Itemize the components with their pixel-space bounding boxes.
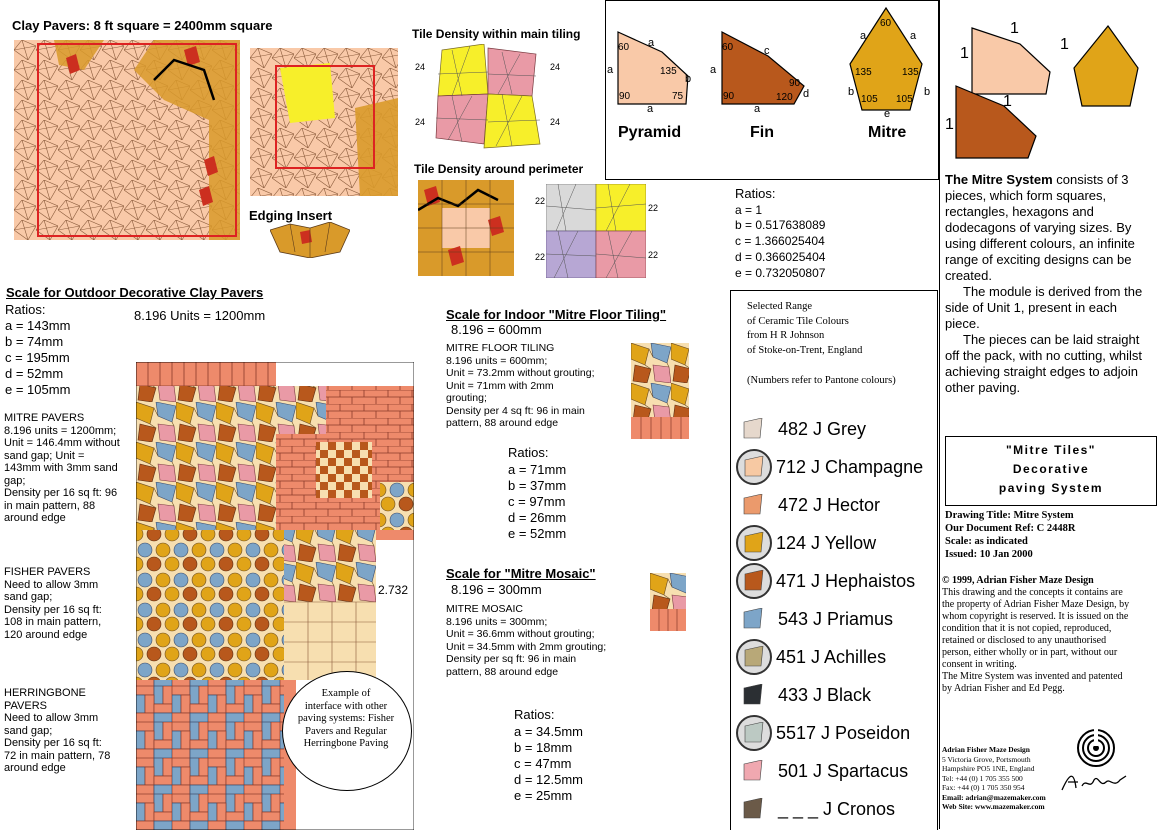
edging-insert-shape: [270, 222, 350, 258]
colour-swatch-item: [734, 714, 910, 752]
unit-label: 1: [945, 116, 954, 133]
colour-list: [734, 410, 936, 828]
outdoor-ratio: a = 143mm: [5, 318, 71, 333]
maze-logo-icon: [1076, 728, 1116, 768]
fin-label: a: [710, 64, 717, 76]
colour-swatch: [742, 798, 764, 820]
drawing-title: Drawing Title: Mitre System: [945, 510, 1074, 521]
swatch-holder: [734, 413, 772, 445]
colour-swatch: [742, 760, 764, 782]
colour-label: 501 J Spartacus: [778, 760, 909, 781]
right-shapes-illustration: [942, 14, 1156, 164]
pyramid-label: 90: [619, 91, 631, 102]
edging-insert-label: Edging Insert: [249, 208, 333, 223]
outdoor-scale-units: 8.196 Units = 1200mm: [134, 308, 266, 323]
fin-name: Fin: [750, 124, 774, 141]
telephone: Tel: +44 (0) 1 705 355 500: [942, 773, 1023, 783]
swatch-holder: [734, 755, 772, 787]
clay-pavers-small-plan: [250, 48, 398, 196]
system-description: [945, 172, 1153, 396]
pyramid-label: 75: [672, 91, 684, 102]
fin-label: 60: [722, 42, 734, 53]
mitre-label: 135: [855, 67, 872, 78]
invented-text: The Mitre System was invented and patented by Adrian Fisher and Ed Pegg.: [942, 671, 1123, 694]
outdoor-ratio: c = 195mm: [5, 350, 70, 365]
colour-swatch: [743, 722, 765, 744]
swatch-holder: [734, 679, 772, 711]
outdoor-ratios-title: Ratios:: [5, 302, 46, 317]
swatch-holder: [736, 525, 772, 561]
fin-label: a: [754, 103, 761, 115]
address-line: Hampshire PO5 1NE, England: [942, 764, 1035, 773]
density-count: 24: [550, 117, 561, 127]
colour-swatch-item: [734, 638, 886, 676]
ratio-line: c = 1.366025404: [735, 234, 825, 248]
colour-swatch-item: [734, 524, 876, 562]
colour-swatch-item: [734, 790, 895, 828]
density-count: 22: [648, 250, 659, 260]
colour-swatch: [742, 418, 764, 440]
dimension-label: 2.732: [378, 583, 409, 597]
pyramid-label: a: [607, 64, 614, 76]
pyramid-label: b: [685, 73, 692, 85]
unit-label: 1: [1010, 20, 1019, 37]
mosaic-ratios-title: Ratios:: [514, 707, 555, 722]
indoor-ratios-title: Ratios:: [508, 445, 549, 460]
colour-swatch: [743, 532, 765, 554]
mosaic-ratio: a = 34.5mm: [514, 724, 584, 739]
pyramid-label: 60: [618, 42, 630, 53]
document-info: [945, 509, 1075, 561]
colour-label: 712 J Champagne: [776, 456, 924, 477]
fax: Fax: +44 (0) 1 705 350 954: [942, 783, 1025, 792]
colours-note: (Numbers refer to Pantone colours): [747, 375, 896, 386]
colour-label: 433 J Black: [778, 684, 872, 705]
mosaic-title: Scale for "Mitre Mosaic": [446, 566, 596, 581]
laid-text: The pieces can be laid straight off the pack, with no cutting, whilst achieving straight edges to adjoin other paving.: [945, 332, 1143, 395]
swatch-holder: [736, 449, 772, 485]
fin-label: 90: [723, 91, 735, 102]
density-perimeter-clay: [418, 180, 514, 276]
mitre-label: 135: [902, 67, 919, 78]
colour-swatch: [743, 570, 765, 592]
copyright-head: © 1999, Adrian Fisher Maze Design: [942, 575, 1094, 586]
colour-label: 451 J Achilles: [776, 646, 887, 667]
ratio-line: e = 0.732050807: [735, 266, 826, 280]
mitre-label: 60: [880, 18, 892, 29]
colour-label: 543 J Priamus: [778, 608, 894, 629]
colour-label: 5517 J Poseidon: [776, 722, 911, 743]
density-count: 22: [535, 196, 546, 206]
ratio-line: a = 1: [735, 203, 763, 217]
ratio-line: b = 0.517638089: [735, 218, 826, 232]
copyright-body: This drawing and the concepts it contains are the property of Adrian Fisher Maze Design, by whom copyright is reserved. It is issued on the condition that it is not copied, reproduced, retained or disclosed to any unauthorised person, either wholly or in part, without our consent in writing.: [942, 587, 1130, 670]
address-block: [942, 745, 1046, 812]
indoor-details: MITRE FLOOR TILING 8.196 units = 600mm; Unit = 73.2mm without grouting; Unit = 71mm with 2mm grouting; Density per 4 sq ft: 96 in main pattern, 88 around edge: [446, 342, 595, 429]
colour-swatch-item: [734, 562, 915, 600]
swatch-holder: [734, 793, 772, 825]
indoor-ratio: d = 26mm: [508, 510, 567, 525]
density-count: 24: [415, 62, 426, 72]
pyramid-label: a: [647, 103, 654, 115]
colour-label: 482 J Grey: [778, 418, 867, 439]
mitre-label: e: [884, 108, 891, 120]
mitre-name: Mitre: [868, 124, 907, 141]
signature: [1060, 770, 1130, 794]
indoor-ratio: c = 97mm: [508, 494, 566, 509]
fisher-pavers-text: FISHER PAVERS Need to allow 3mm sand gap; Density per 16 sq ft: 108 in main pattern, 120 around edge: [4, 566, 102, 641]
mosaic-ratio: e = 25mm: [514, 788, 573, 803]
outdoor-ratio: d = 52mm: [5, 366, 64, 381]
module-text: The module is derived from the side of Unit 1, present in each piece.: [945, 284, 1143, 331]
colour-swatch-item: [734, 676, 871, 714]
mitre-label: a: [860, 30, 867, 42]
fin-label: 120: [776, 92, 793, 103]
indoor-ratio: b = 37mm: [508, 478, 567, 493]
ratio-line: d = 0.366025404: [735, 250, 826, 264]
mitre-pavers-text: MITRE PAVERS 8.196 units = 1200mm; Unit = 146.4mm without sand gap; Unit = 143mm with 3mm sand gap; Density per 16 sq ft: 96 in main pattern, 88 around edge: [4, 412, 120, 524]
swatch-holder: [736, 715, 772, 751]
mosaic-details: MITRE MOSAIC 8.196 units = 300mm; Unit = 36.6mm without grouting; Unit = 34.5mm with 2mm grouting; Density per sq ft: 96 in main pattern, 88 around edge: [446, 603, 607, 678]
fin-label: c: [764, 45, 770, 57]
mosaic-ratio: d = 12.5mm: [514, 772, 584, 787]
colour-swatch-item: [734, 410, 866, 448]
density-count: 22: [535, 252, 546, 262]
colour-swatch-item: [734, 448, 923, 486]
description-bold: The Mitre System: [945, 172, 1053, 187]
herringbone-text: HERRINGBONE PAVERS Need to allow 3mm sand gap; Density per 16 sq ft: 72 in main pattern, 78 around edge: [4, 687, 111, 774]
mitre-label: 105: [896, 94, 913, 105]
pyramid-label: 135: [660, 66, 677, 77]
unit-label: 1: [960, 45, 969, 62]
density-perimeter-title: Tile Density around perimeter: [414, 162, 584, 176]
swatch-holder: [736, 639, 772, 675]
indoor-ratio: e = 52mm: [508, 526, 567, 541]
density-main-diagram: [432, 44, 544, 150]
indoor-ratio: a = 71mm: [508, 462, 567, 477]
unit-label: 1: [1060, 36, 1069, 53]
pyramid-label: a: [648, 37, 655, 49]
swatch-holder: [734, 489, 772, 521]
mosaic-tile-sample: [650, 573, 686, 631]
mitre-label: b: [848, 86, 855, 98]
colour-swatch: [742, 684, 764, 706]
company-name: Adrian Fisher Maze Design: [942, 745, 1030, 754]
issued: Issued: 10 Jan 2000: [945, 549, 1033, 560]
swatch-holder: [736, 563, 772, 599]
example-note-text: Example of interface with other paving systems: Fisher Pavers and Regular Herringbone Paving: [297, 688, 395, 749]
website: Web Site: www.mazemaker.com: [942, 802, 1045, 811]
title-line: "Mitre Tiles": [1005, 443, 1096, 457]
indoor-tile-sample: [631, 343, 689, 439]
mitre-label: b: [924, 86, 931, 98]
copyright-block: [942, 575, 1134, 695]
mitre-label: a: [910, 30, 917, 42]
indoor-scale: 8.196 = 600mm: [451, 322, 542, 337]
fin-label: 90: [789, 78, 801, 89]
outdoor-ratio: e = 105mm: [5, 382, 71, 397]
clay-pavers-plan: [14, 40, 240, 240]
mitre-label: 105: [861, 94, 878, 105]
density-count: 22: [648, 203, 659, 213]
title-line: Decorative: [1012, 462, 1090, 476]
colour-swatch: [742, 494, 764, 516]
density-count: 24: [550, 62, 561, 72]
scale: Scale: as indicated: [945, 536, 1028, 547]
colour-swatch: [743, 456, 765, 478]
email: Email: adrian@mazemaker.com: [942, 792, 1046, 802]
colour-swatch: [742, 608, 764, 630]
ratios-title: Ratios:: [735, 186, 776, 201]
density-main-title: Tile Density within main tiling: [412, 27, 581, 41]
outdoor-ratio: b = 74mm: [5, 334, 64, 349]
mosaic-scale: 8.196 = 300mm: [451, 582, 542, 597]
title-block: [946, 441, 1156, 498]
density-count: 24: [415, 117, 426, 127]
unit-label: 1: [1003, 93, 1012, 110]
colour-label: 471 J Hephaistos: [776, 570, 916, 591]
fin-label: d: [803, 88, 810, 100]
clay-pavers-title: Clay Pavers: 8 ft square = 2400mm square: [12, 18, 273, 33]
colour-swatch-item: [734, 486, 880, 524]
mosaic-ratio: b = 18mm: [514, 740, 573, 755]
swatch-holder: [734, 603, 772, 635]
title-line: paving System: [998, 481, 1104, 495]
colour-swatch-item: [734, 752, 908, 790]
doc-ref: Our Document Ref: C 2448R: [945, 523, 1076, 534]
colour-label: _ _ _ J Cronos: [778, 798, 896, 819]
outdoor-title: Scale for Outdoor Decorative Clay Pavers: [6, 285, 264, 300]
colour-swatch: [743, 646, 765, 668]
colour-swatch-item: [734, 600, 893, 638]
mosaic-ratio: c = 47mm: [514, 756, 572, 771]
density-perimeter-diagram: [546, 184, 646, 278]
colour-label: 124 J Yellow: [776, 532, 877, 553]
colour-label: 472 J Hector: [778, 494, 881, 515]
pyramid-name: Pyramid: [618, 124, 682, 141]
colours-header: Selected Range of Ceramic Tile Colours from H R Johnson of Stoke-on-Trent, England: [747, 301, 863, 356]
indoor-title: Scale for Indoor "Mitre Floor Tiling": [446, 307, 667, 322]
address-line: 5 Victoria Grove, Portsmouth: [942, 754, 1031, 764]
description-text: consists of 3 pieces, which form squares, rectangles, hexagons and dodecagons of varying sizes. By using different colours, an infinite range of exciting designs can be created.: [945, 172, 1135, 283]
